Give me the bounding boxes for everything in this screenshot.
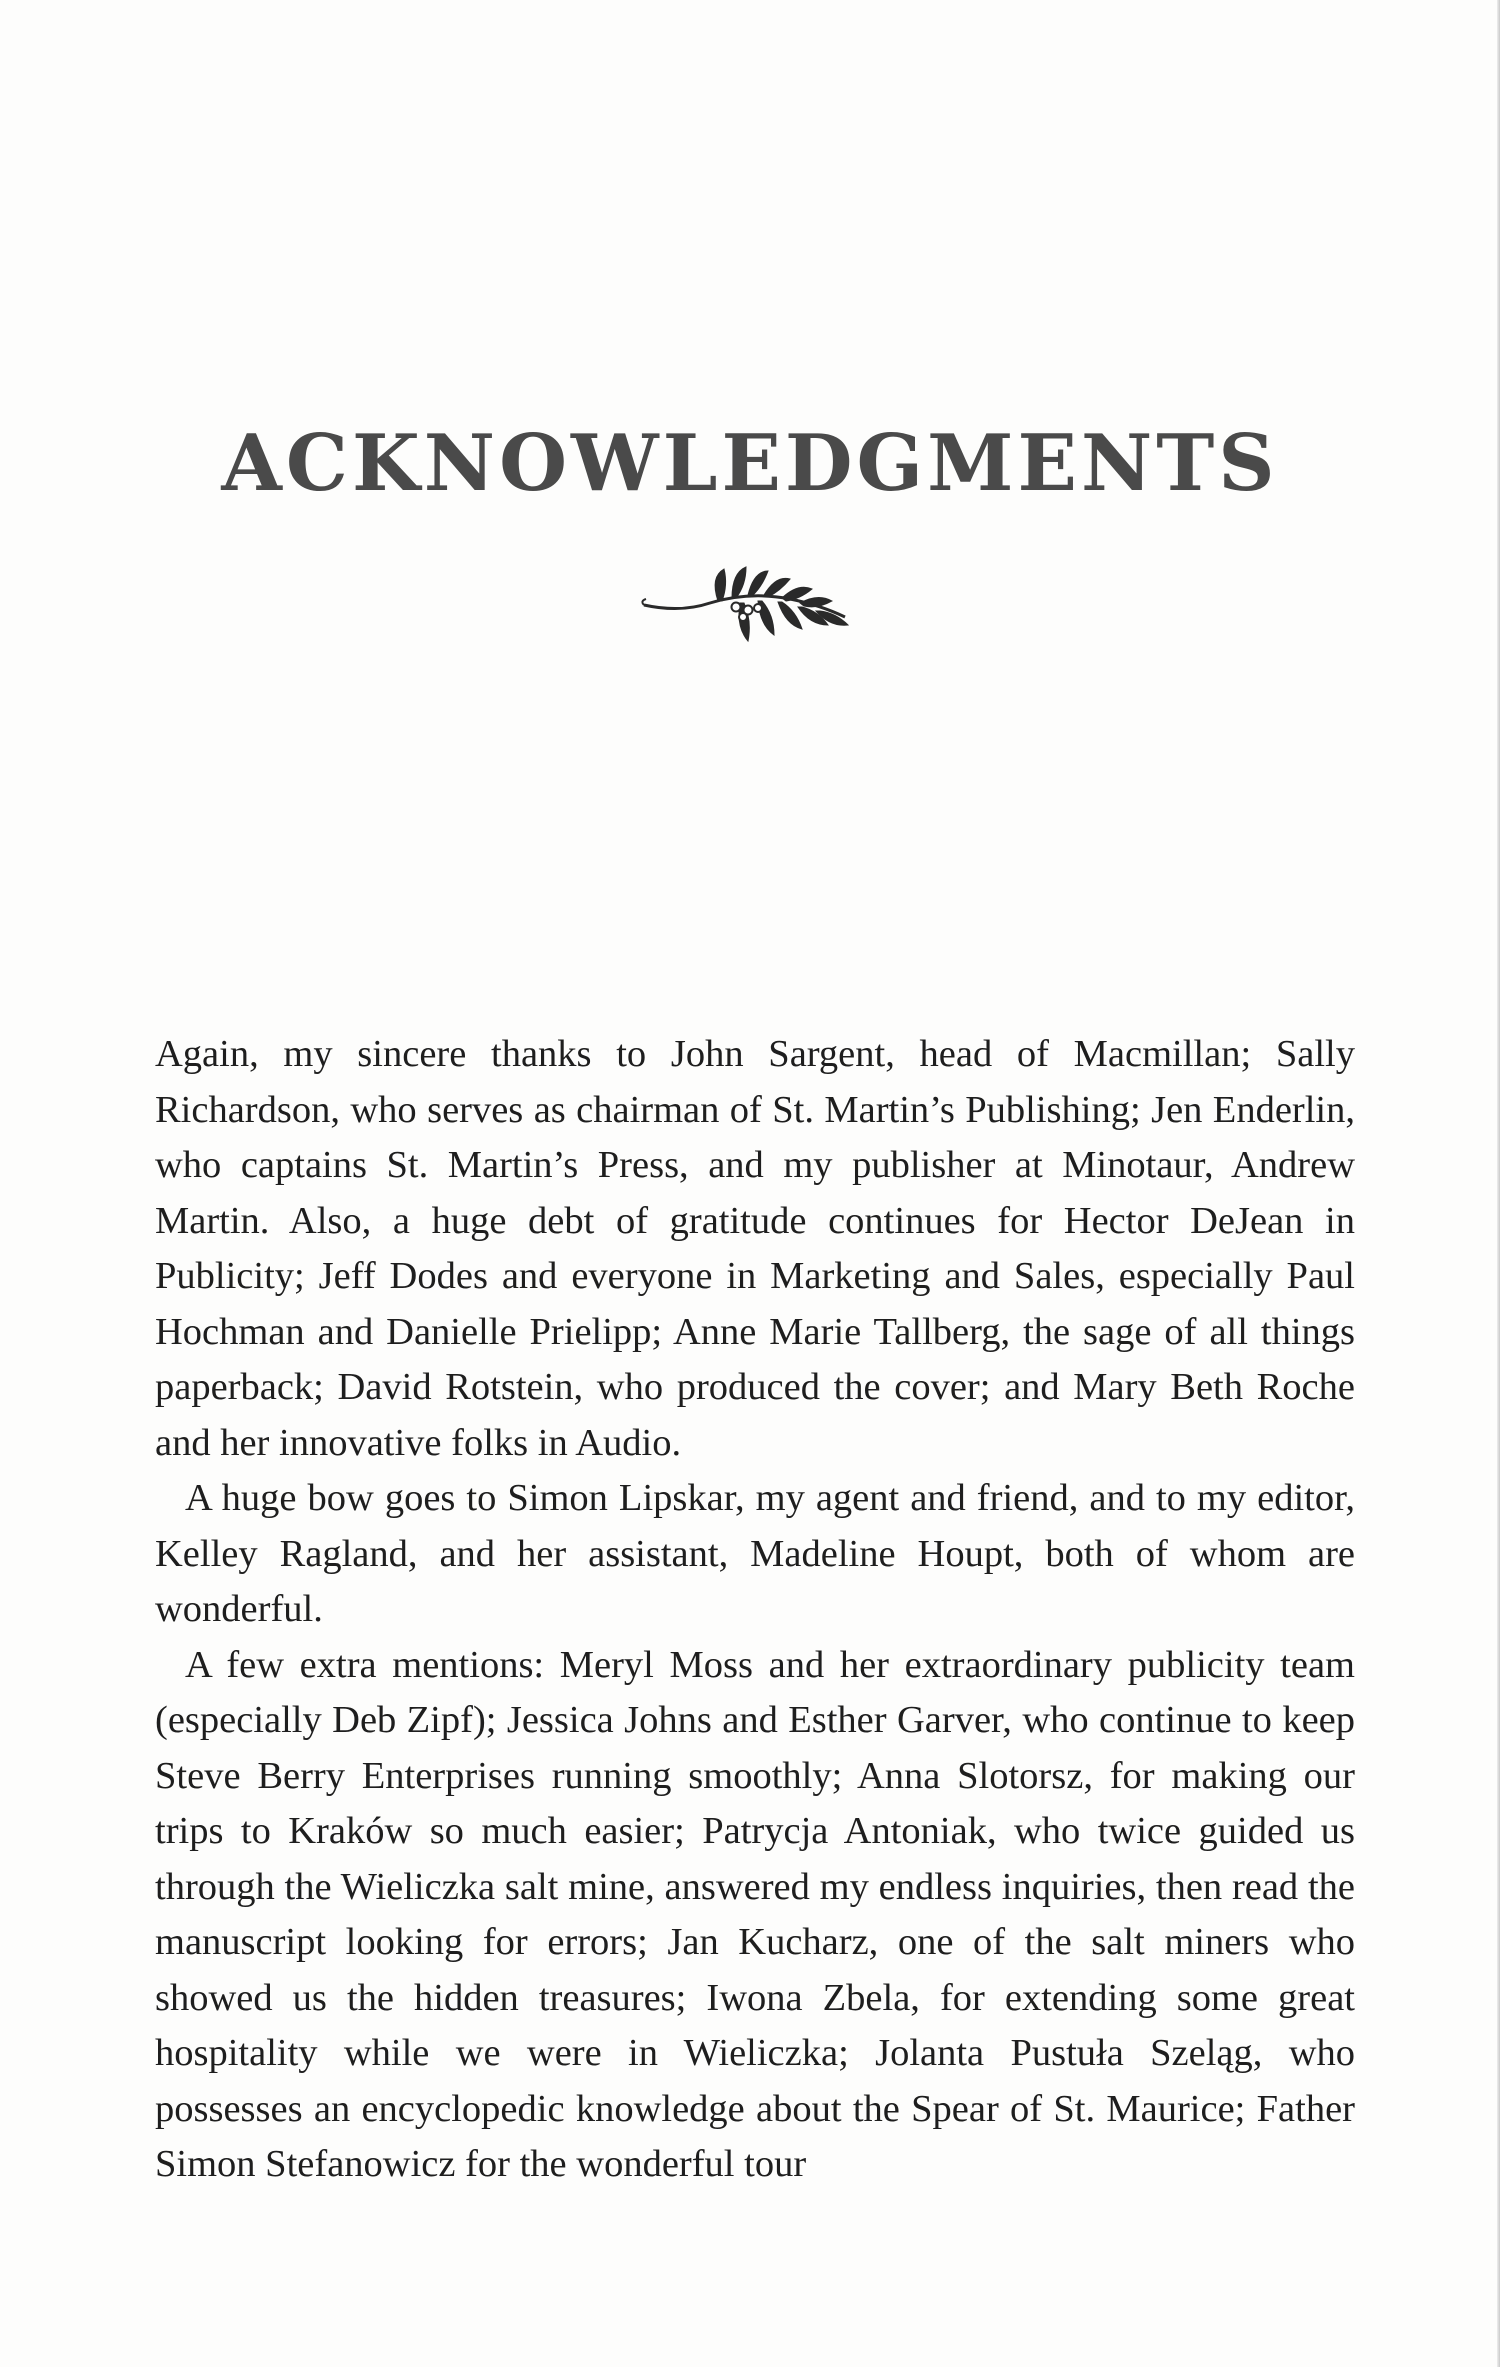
page-title: ACKNOWLEDGMENTS — [221, 418, 1279, 509]
paragraph: A huge bow goes to Simon Lipskar, my agent and friend, and to my editor, Kelley Ragland, and her assistant, Madeline Houpt, both of whom are wonderful. — [155, 1477, 1355, 1630]
leaf-sprig-icon — [640, 565, 860, 655]
acknowledgments-body — [155, 1027, 1355, 2193]
paragraph: Again, my sincere thanks to John Sargent, head of Macmillan; Sally Richardson, who serves as chairman of St. Martin’s Publishing; Jen Enderlin, who captains St. Martin’s Press, and my publisher at Minotaur, Andrew Martin. Also, a huge debt of gratitude continues for Hector DeJean in Publicity; Jeff Dodes and everyone in Marketing and Sales, especially Paul Hochman and Danielle Prielipp; Anne Marie Tallberg, the sage of all things paperback; David Rotstein, who produced the cover; and Mary Beth Roche and her innovative folks in Audio. — [155, 1033, 1355, 1464]
paragraph: A few extra mentions: Meryl Moss and her extraordinary publicity team (especially Deb Zipf); Jessica Johns and Esther Garver, who continue to keep Steve Berry Enterprises running smoothly; Anna Slotorsz, for making our trips to Kraków so much easier; Patrycja Antoniak, who twice guided us through the Wieliczka salt mine, answered my endless inquiries, then read the manuscript looking for errors; Jan Kucharz, one of the salt miners who showed us the hidden treasures; Iwona Zbela, for extending some great hospitality while we were in Wieliczka; Jolanta Pustuła Szeląg, who possesses an encyclopedic knowledge about the Spear of St. Maurice; Father Simon Stefanowicz for the wonderful tour — [155, 1643, 1355, 2185]
